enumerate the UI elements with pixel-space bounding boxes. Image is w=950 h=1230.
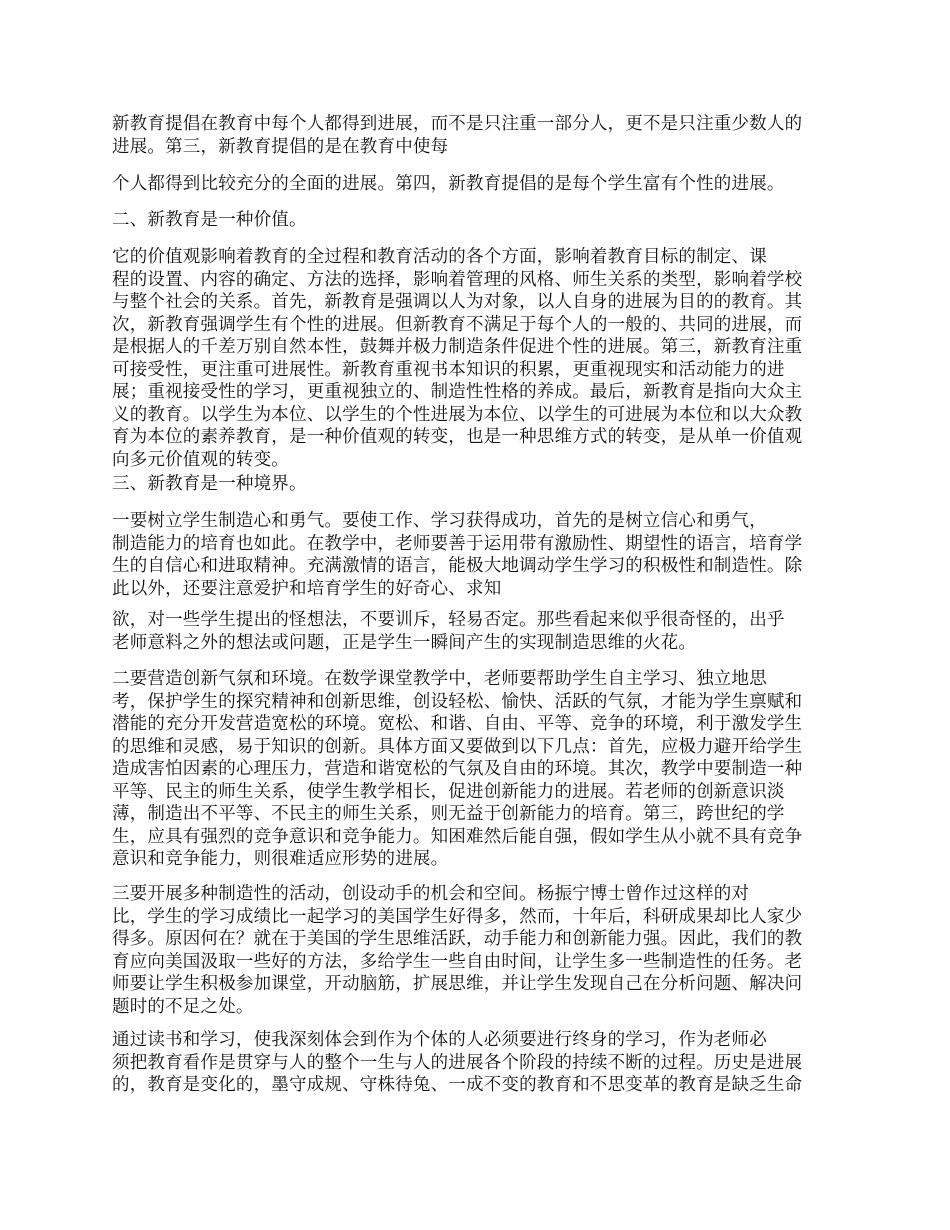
text-line: 二、新教育是一种价值。 <box>112 210 307 230</box>
text-line: 造成害怕因素的心理压力，营造和谐宽松的气氛及自由的环境。其次，教学中要制造一种 <box>112 759 803 779</box>
text-line: 向多元价值观的转变。 <box>112 449 289 470</box>
text-line: 三、新教育是一种境界。 <box>112 474 307 494</box>
text-line: 考，保护学生的探究精神和创新思维，创设轻松、愉快、活跃的气氛，才能为学生禀赋和 <box>112 691 803 712</box>
text-line: 生，应具有强烈的竞争意识和竞争能力。知困难然后能自强，假如学生从小就不具有竞争 <box>112 826 803 847</box>
paragraph-2 <box>112 173 842 196</box>
text-line: 须把教育看作是贯穿与人的整个一生与人的进展各个阶段的持续不断的过程。历史是进展 <box>112 1052 803 1073</box>
text-line: 程的设置、内容的确定、方法的选择，影响着管理的风格、师生关系的类型，影响着学校 <box>112 269 803 290</box>
text-line: 平等、民主的师生关系，使学生教学相长，促进创新能力的进展。若老师的创新意识淡 <box>112 781 785 802</box>
text-line: 老师意料之外的想法或问题，正是学生一瞬间产生的实现制造思维的火花。 <box>112 632 697 653</box>
text-line: 个人都得到比较充分的全面的进展。第四，新教育提倡的是每个学生富有个性的进展。 <box>112 174 785 194</box>
paragraph-7 <box>112 883 842 1018</box>
text-line: 新教育提倡在教育中每个人都得到进展，而不是只注重一部分人，更不是只注重少数人的 <box>112 114 803 134</box>
text-line: 育应向美国汲取一些好的方法，多给学生一些自由时间，让学生多一些制造性的任务。老 <box>112 951 803 972</box>
text-line: 欲，对一些学生提出的怪想法，不要训斥，轻易否定。那些看起来似乎很奇怪的，出乎 <box>112 610 785 630</box>
paragraph-3 <box>112 246 842 471</box>
text-line: 可接受性，更注重可进展性。新教育重视书本知识的积累，更重视现实和活动能力的进 <box>112 359 785 380</box>
text-line: 的思维和灵感，易于知识的创新。具体方面又要做到以下几点：首先，应极力避开给学生 <box>112 736 803 757</box>
text-line: 比，学生的学习成绩比一起学习的美国学生好得多，然而，十年后，科研成果却比人家少 <box>112 906 803 927</box>
text-line: 三要开展多种制造性的活动，创设动手的机会和空间。杨振宁博士曾作过这样的对 <box>112 884 750 904</box>
text-line: 它的价值观影响着教育的全过程和教育活动的各个方面，影响着教育目标的制定、课 <box>112 247 767 267</box>
text-line: 此以外，还要注意爱护和培育学生的好奇心、求知 <box>112 578 502 599</box>
section-heading-3 <box>112 473 842 496</box>
paragraph-8 <box>112 1029 842 1097</box>
text-line: 的，教育是变化的，墨守成规、守株待兔、一成不变的教育和不思变革的教育是缺乏生命 <box>112 1075 803 1095</box>
text-line: 二要营造创新气氛和环境。在数学课堂教学中，老师要帮助学生自主学习、独立地思 <box>112 669 767 689</box>
text-line: 展；重视接受性的学习，更重视独立的、制造性性格的养成。最后，新教育是指向大众主 <box>112 382 803 402</box>
text-line: 与整个社会的关系。首先，新教育是强调以人为对象，以人自身的进展为目的的教育。其 <box>112 292 803 312</box>
text-line: 是根据人的千差万别自然本性，鼓舞并极力制造条件促进个性的进展。第三，新教育注重 <box>112 337 803 357</box>
text-line: 通过读书和学习，使我深刻体会到作为个体的人必须要进行终身的学习，作为老师必 <box>112 1030 767 1050</box>
text-line: 次，新教育强调学生有个性的进展。但新教育不满足于每个人的一般的、共同的进展，而 <box>112 314 803 335</box>
text-line: 义的教育。以学生为本位、以学生的个性进展为本位、以学生的可进展为本位和以大众教 <box>112 404 803 425</box>
text-line: 薄，制造出不平等、不民主的师生关系，则无益于创新能力的培育。第三，跨世纪的学 <box>112 804 785 824</box>
text-line: 师要让学生积极参加课堂，开动脑筋，扩展思维，并让学生发现自己在分析问题、解决问 <box>112 974 803 994</box>
paragraph-4 <box>112 510 842 600</box>
text-line: 意识和竞争能力，则很难适应形势的进展。 <box>112 849 449 869</box>
text-line: 进展。第三，新教育提倡的是在教育中使每 <box>112 136 449 157</box>
section-heading-2 <box>112 209 842 232</box>
text-line: 育为本位的素养教育，是一种价值观的转变，也是一种思维方式的转变，是从单一价值观 <box>112 427 803 447</box>
text-line: 生的自信心和进取精神。充满激情的语言，能极大地调动学生学习的积极性和制造性。除 <box>112 556 803 576</box>
text-line: 一要树立学生制造心和勇气。要使工作、学习获得成功，首先的是树立信心和勇气， <box>112 511 767 531</box>
paragraph-5 <box>112 609 842 654</box>
paragraph-6 <box>112 668 842 871</box>
text-line: 得多。原因何在？就在于美国的学生思维活跃，动手能力和创新能力强。因此，我们的教 <box>112 929 803 949</box>
text-line: 潜能的充分开发营造宽松的环境。宽松、和谐、自由、平等、竞争的环境，利于激发学生 <box>112 714 803 734</box>
paragraph-1 <box>112 113 842 158</box>
text-line: 制造能力的培育也如此。在教学中，老师要善于运用带有激励性、期望性的语言，培育学 <box>112 533 803 554</box>
text-line: 题时的不足之处。 <box>112 996 254 1017</box>
